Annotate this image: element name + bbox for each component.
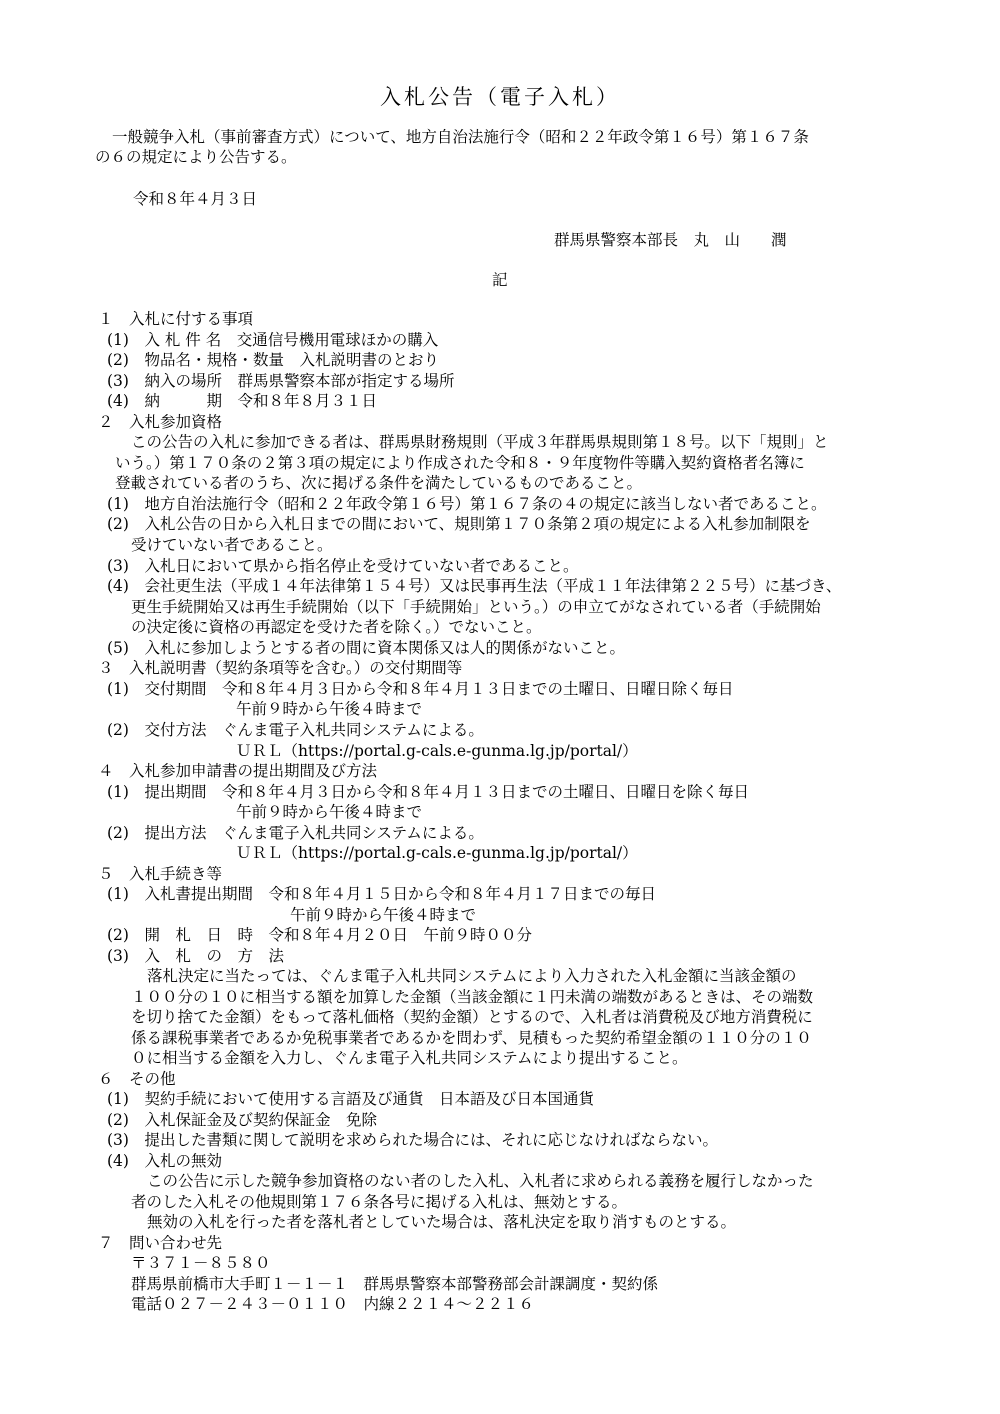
intro-line-1: 一般競争入札（事前審査方式）について、地方自治法施行令（昭和２２年政令第１６号）第１６７条: [112, 128, 809, 146]
section-5-para-2: １００分の１０に相当する額を加算した金額（当該金額に１円未満の端数があるときは、その端数: [131, 988, 814, 1006]
section-6-para-2: 者のした入札その他規則第１７６条各号に掲げる入札は、無効とする。: [131, 1193, 628, 1211]
section-4-item-1b: 午前９時から午後４時まで: [236, 803, 423, 821]
section-4-url: ＵＲＬ（https://portal.g-cals.e-gunma.lg.jp/portal/）: [236, 844, 638, 862]
section-5-item-3: (3) 入 札 の 方 法: [107, 947, 284, 965]
contact-address: 群馬県前橋市大手町１－１－１ 群馬県警察本部警務部会計課調度・契約係: [131, 1275, 659, 1293]
section-2-item-2a: (2) 入札公告の日から入札日までの間において、規則第１７０条第２項の規定による入札参加制限を: [107, 515, 811, 533]
section-4-item-1a: (1) 提出期間 令和８年４月３日から令和８年４月１３日までの土曜日、日曜日を除く毎日: [107, 783, 749, 801]
section-4-heading: ４ 入札参加申請書の提出期間及び方法: [98, 762, 378, 780]
section-1-item-1: (1) 入 札 件 名 交通信号機用電球ほかの購入: [107, 331, 439, 349]
section-6-para-1: この公告に示した競争参加資格のない者のした入札、入札者に求められる義務を履行しなかった: [147, 1172, 814, 1190]
document-title: 入札公告（電子入札）: [380, 85, 620, 109]
section-2-para-2: いう。）第１７０条の２第３項の規定により作成された令和８・９年度物件等購入契約資格者名簿に: [115, 454, 805, 472]
section-3-item-2a: (2) 交付方法 ぐんま電子入札共同システムによる。: [107, 721, 484, 739]
intro-line-2: の６の規定により公告する。: [95, 148, 297, 166]
section-6-heading: ６ その他: [98, 1070, 176, 1088]
contact-postal-code: 〒３７１－８５８０: [131, 1254, 271, 1272]
section-7-heading: ７ 問い合わせ先: [98, 1234, 223, 1252]
section-5-item-2: (2) 開 札 日 時 令和８年４月２０日 午前９時００分: [107, 926, 532, 944]
section-2-item-4c: の決定後に資格の再認定を受けた者を除く。）でないこと。: [131, 618, 542, 636]
contact-phone: 電話０２７－２４３－０１１０ 内線２２１４～２２１６: [131, 1295, 535, 1313]
section-3-url: ＵＲＬ（https://portal.g-cals.e-gunma.lg.jp/portal/）: [236, 742, 638, 760]
section-6-para-3: 無効の入札を行った者を落札者としていた場合は、落札決定を取り消すものとする。: [147, 1213, 737, 1231]
section-2-item-1: (1) 地方自治法施行令（昭和２２年政令第１６号）第１６７条の４の規定に該当しない者であること。: [107, 495, 827, 513]
section-6-item-2: (2) 入札保証金及び契約保証金 免除: [107, 1111, 377, 1129]
section-5-item-1a: (1) 入札書提出期間 令和８年４月１５日から令和８年４月１７日までの毎日: [107, 885, 656, 903]
section-1-heading: １ 入札に付する事項: [98, 310, 254, 328]
section-3-item-1b: 午前９時から午後４時まで: [236, 700, 423, 718]
section-2-item-5: (5) 入札に参加しようとする者の間に資本関係又は人的関係がないこと。: [107, 639, 625, 657]
section-4-item-2a: (2) 提出方法 ぐんま電子入札共同システムによる。: [107, 824, 484, 842]
issuer: 群馬県警察本部長 丸 山 潤: [554, 231, 787, 249]
section-1-item-3: (3) 納入の場所 群馬県警察本部が指定する場所: [107, 372, 455, 390]
section-5-para-1: 落札決定に当たっては、ぐんま電子入札共同システムにより入力された入札金額に当該金額の: [147, 967, 797, 985]
section-5-item-1b: 午前９時から午後４時まで: [290, 906, 477, 924]
section-5-para-4: 係る課税事業者であるか免税事業者であるかを問わず、見積もった契約希望金額の１１０分の１０: [131, 1029, 812, 1047]
section-1-item-4: (4) 納 期 令和８年８月３１日: [107, 392, 377, 410]
section-2-item-4a: (4) 会社更生法（平成１４年法律第１５４号）又は民事再生法（平成１１年法律第２２５号）に基づき、: [107, 577, 842, 595]
section-3-item-1a: (1) 交付期間 令和８年４月３日から令和８年４月１３日までの土曜日、日曜日除く毎日: [107, 680, 734, 698]
section-1-item-2: (2) 物品名・規格・数量 入札説明書のとおり: [107, 351, 439, 369]
section-2-para-3: 登載されている者のうち、次に掲げる条件を満たしているものであること。: [115, 474, 643, 492]
section-5-heading: ５ 入札手続き等: [98, 865, 223, 883]
section-2-para-1: この公告の入札に参加できる者は、群馬県財務規則（平成３年群馬県規則第１８号。以下「規則」と: [131, 433, 829, 451]
notice-date: 令和８年４月３日: [133, 190, 258, 208]
section-2-item-4b: 更生手続開始又は再生手続開始（以下「手続開始」という。）の申立てがなされている者（手続開始: [131, 598, 821, 616]
section-6-item-1: (1) 契約手続において使用する言語及び通貨 日本語及び日本国通貨: [107, 1090, 594, 1108]
section-6-item-3: (3) 提出した書類に関して説明を求められた場合には、それに応じなければならない。: [107, 1131, 718, 1149]
section-3-heading: ３ 入札説明書（契約条項等を含む。）の交付期間等: [98, 659, 463, 677]
section-2-item-2b: 受けていない者であること。: [131, 536, 333, 554]
section-5-para-5: ０に相当する金額を入力し、ぐんま電子入札共同システムにより提出すること。: [131, 1049, 688, 1067]
section-2-item-3: (3) 入札日において県から指名停止を受けていない者であること。: [107, 557, 579, 575]
section-2-heading: ２ 入札参加資格: [98, 413, 223, 431]
ki-mark: 記: [492, 271, 508, 289]
section-6-item-4: (4) 入札の無効: [107, 1152, 222, 1170]
section-5-para-3: を切り捨てた金額）をもって落札価格（契約金額）とするので、入札者は消費税及び地方消費税に: [131, 1008, 813, 1026]
